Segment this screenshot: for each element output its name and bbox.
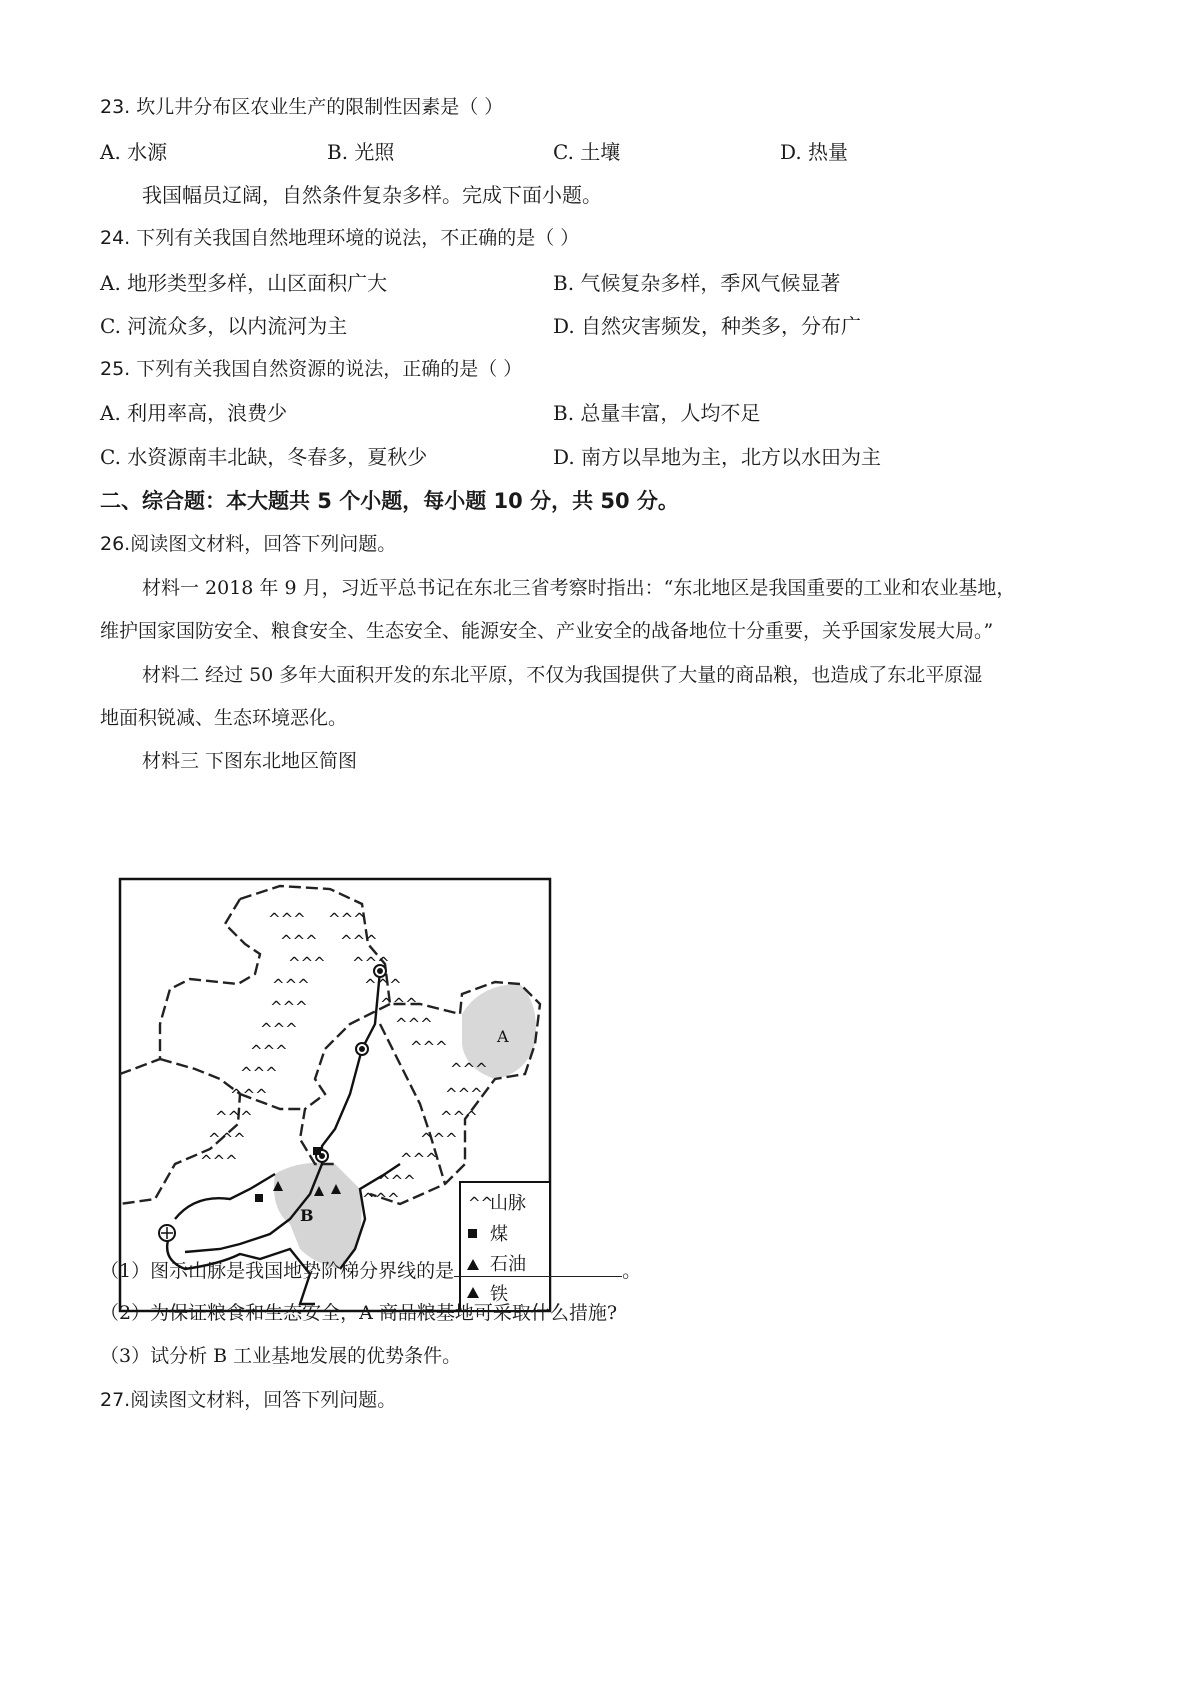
mountain-icon: ^^	[468, 1194, 494, 1212]
svg-text:^^^: ^^^	[260, 1020, 298, 1038]
svg-text:^^^: ^^^	[380, 995, 418, 1013]
svg-text:^^^: ^^^	[395, 1015, 433, 1033]
svg-text:^^^: ^^^	[352, 954, 390, 972]
q23-option-a: A. 水源	[100, 140, 168, 164]
region-b-label: B	[300, 1206, 314, 1225]
svg-text:^^^: ^^^	[288, 954, 326, 972]
svg-text:^^^: ^^^	[208, 1130, 246, 1148]
svg-text:^^^: ^^^	[230, 1086, 268, 1104]
legend-oil-label: 石油	[490, 1254, 526, 1275]
svg-text:^^^: ^^^	[420, 1130, 458, 1148]
svg-text:^^^: ^^^	[440, 1108, 478, 1126]
q26-sub1-text: （1）图示山脉是我国地势阶梯分界线的是	[100, 1260, 455, 1282]
q26-subquestion-3: （3）试分析 B 工业基地发展的优势条件。	[100, 1345, 462, 1367]
svg-text:^^^: ^^^	[328, 910, 366, 928]
q23-option-d: D. 热量	[780, 140, 849, 164]
legend-iron-label: 铁	[490, 1284, 508, 1305]
section-two-heading: 二、综合题：本大题共 5 个小题，每小题 10 分，共 50 分。	[100, 489, 679, 513]
legend-mountain-label: 山脉	[490, 1193, 526, 1214]
svg-text:^^^: ^^^	[340, 932, 378, 950]
q26-material-two-line2: 地面积锐减、生态环境恶化。	[100, 707, 348, 729]
q26-subquestion-1	[100, 1258, 641, 1283]
q24-option-a: A. 地形类型多样，山区面积广大	[100, 271, 388, 295]
svg-text:^^^: ^^^	[250, 1042, 288, 1060]
svg-text:^^^: ^^^	[215, 1108, 253, 1126]
q26-sub1-end: 。	[622, 1260, 642, 1282]
q25-option-b: B. 总量丰富，人均不足	[553, 401, 761, 425]
svg-text:^^^: ^^^	[364, 976, 402, 994]
q27-stem: 27.阅读图文材料，回答下列问题。	[100, 1389, 397, 1411]
q23-option-c: C. 土壤	[553, 140, 621, 164]
coal-icon	[468, 1229, 477, 1238]
q26-stem: 26.阅读图文材料，回答下列问题。	[100, 533, 397, 555]
svg-text:^^^: ^^^	[362, 1190, 400, 1208]
q25-option-a: A. 利用率高，浪费少	[100, 401, 288, 425]
legend-coal-label: 煤	[490, 1224, 508, 1245]
q26-material-one-line1: 材料一 2018 年 9 月，习近平总书记在东北三省考察时指出：“东北地区是我国重要的工业和农业基地，	[142, 577, 1016, 599]
svg-text:^^^: ^^^	[280, 932, 318, 950]
q25-option-d: D. 南方以旱地为主，北方以水田为主	[553, 445, 882, 469]
svg-text:^^^: ^^^	[272, 976, 310, 994]
q25-option-c: C. 水资源南丰北缺，冬春多，夏秋少	[100, 445, 428, 469]
q24-option-c: C. 河流众多，以内流河为主	[100, 314, 348, 338]
svg-text:^^^: ^^^	[400, 1150, 438, 1168]
q26-material-three: 材料三 下图东北地区简图	[142, 750, 358, 772]
svg-text:^^^: ^^^	[450, 1060, 488, 1078]
q26-material-one-line2: 维护国家国防安全、粮食安全、生态安全、能源安全、产业安全的战备地位十分重要，关乎国家发展大局。”	[100, 620, 994, 642]
svg-text:^^^: ^^^	[445, 1085, 483, 1103]
q26-subquestion-2: （2）为保证粮食和生态安全，A 商品粮基地可采取什么措施?	[100, 1302, 618, 1324]
q26-material-two-line1: 材料二 经过 50 多年大面积开发的东北平原，不仅为我国提供了大量的商品粮，也造成了东北平原湿	[142, 664, 983, 686]
q24-intro: 我国幅员辽阔，自然条件复杂多样。完成下面小题。	[142, 183, 602, 207]
q24-option-d: D. 自然灾害频发，种类多，分布广	[553, 314, 862, 338]
q25-stem: 25. 下列有关我国自然资源的说法，正确的是（ ）	[100, 358, 523, 380]
svg-text:^^^: ^^^	[410, 1038, 448, 1056]
q23-option-b: B. 光照	[327, 140, 395, 164]
svg-text:^^^: ^^^	[270, 998, 308, 1016]
svg-text:^^^: ^^^	[200, 1152, 238, 1170]
map-legend	[460, 1182, 550, 1311]
answer-blank[interactable]	[454, 1258, 622, 1277]
q23-stem: 23. 坎儿井分布区农业生产的限制性因素是（ ）	[100, 96, 504, 118]
q24-stem: 24. 下列有关我国自然地理环境的说法，不正确的是（ ）	[100, 227, 580, 249]
q24-option-b: B. 气候复杂多样，季风气候显著	[553, 271, 841, 295]
region-a-label: A	[497, 1027, 509, 1046]
svg-text:^^^: ^^^	[378, 1172, 416, 1190]
svg-text:^^^: ^^^	[240, 1064, 278, 1082]
svg-text:^^^: ^^^	[268, 910, 306, 928]
